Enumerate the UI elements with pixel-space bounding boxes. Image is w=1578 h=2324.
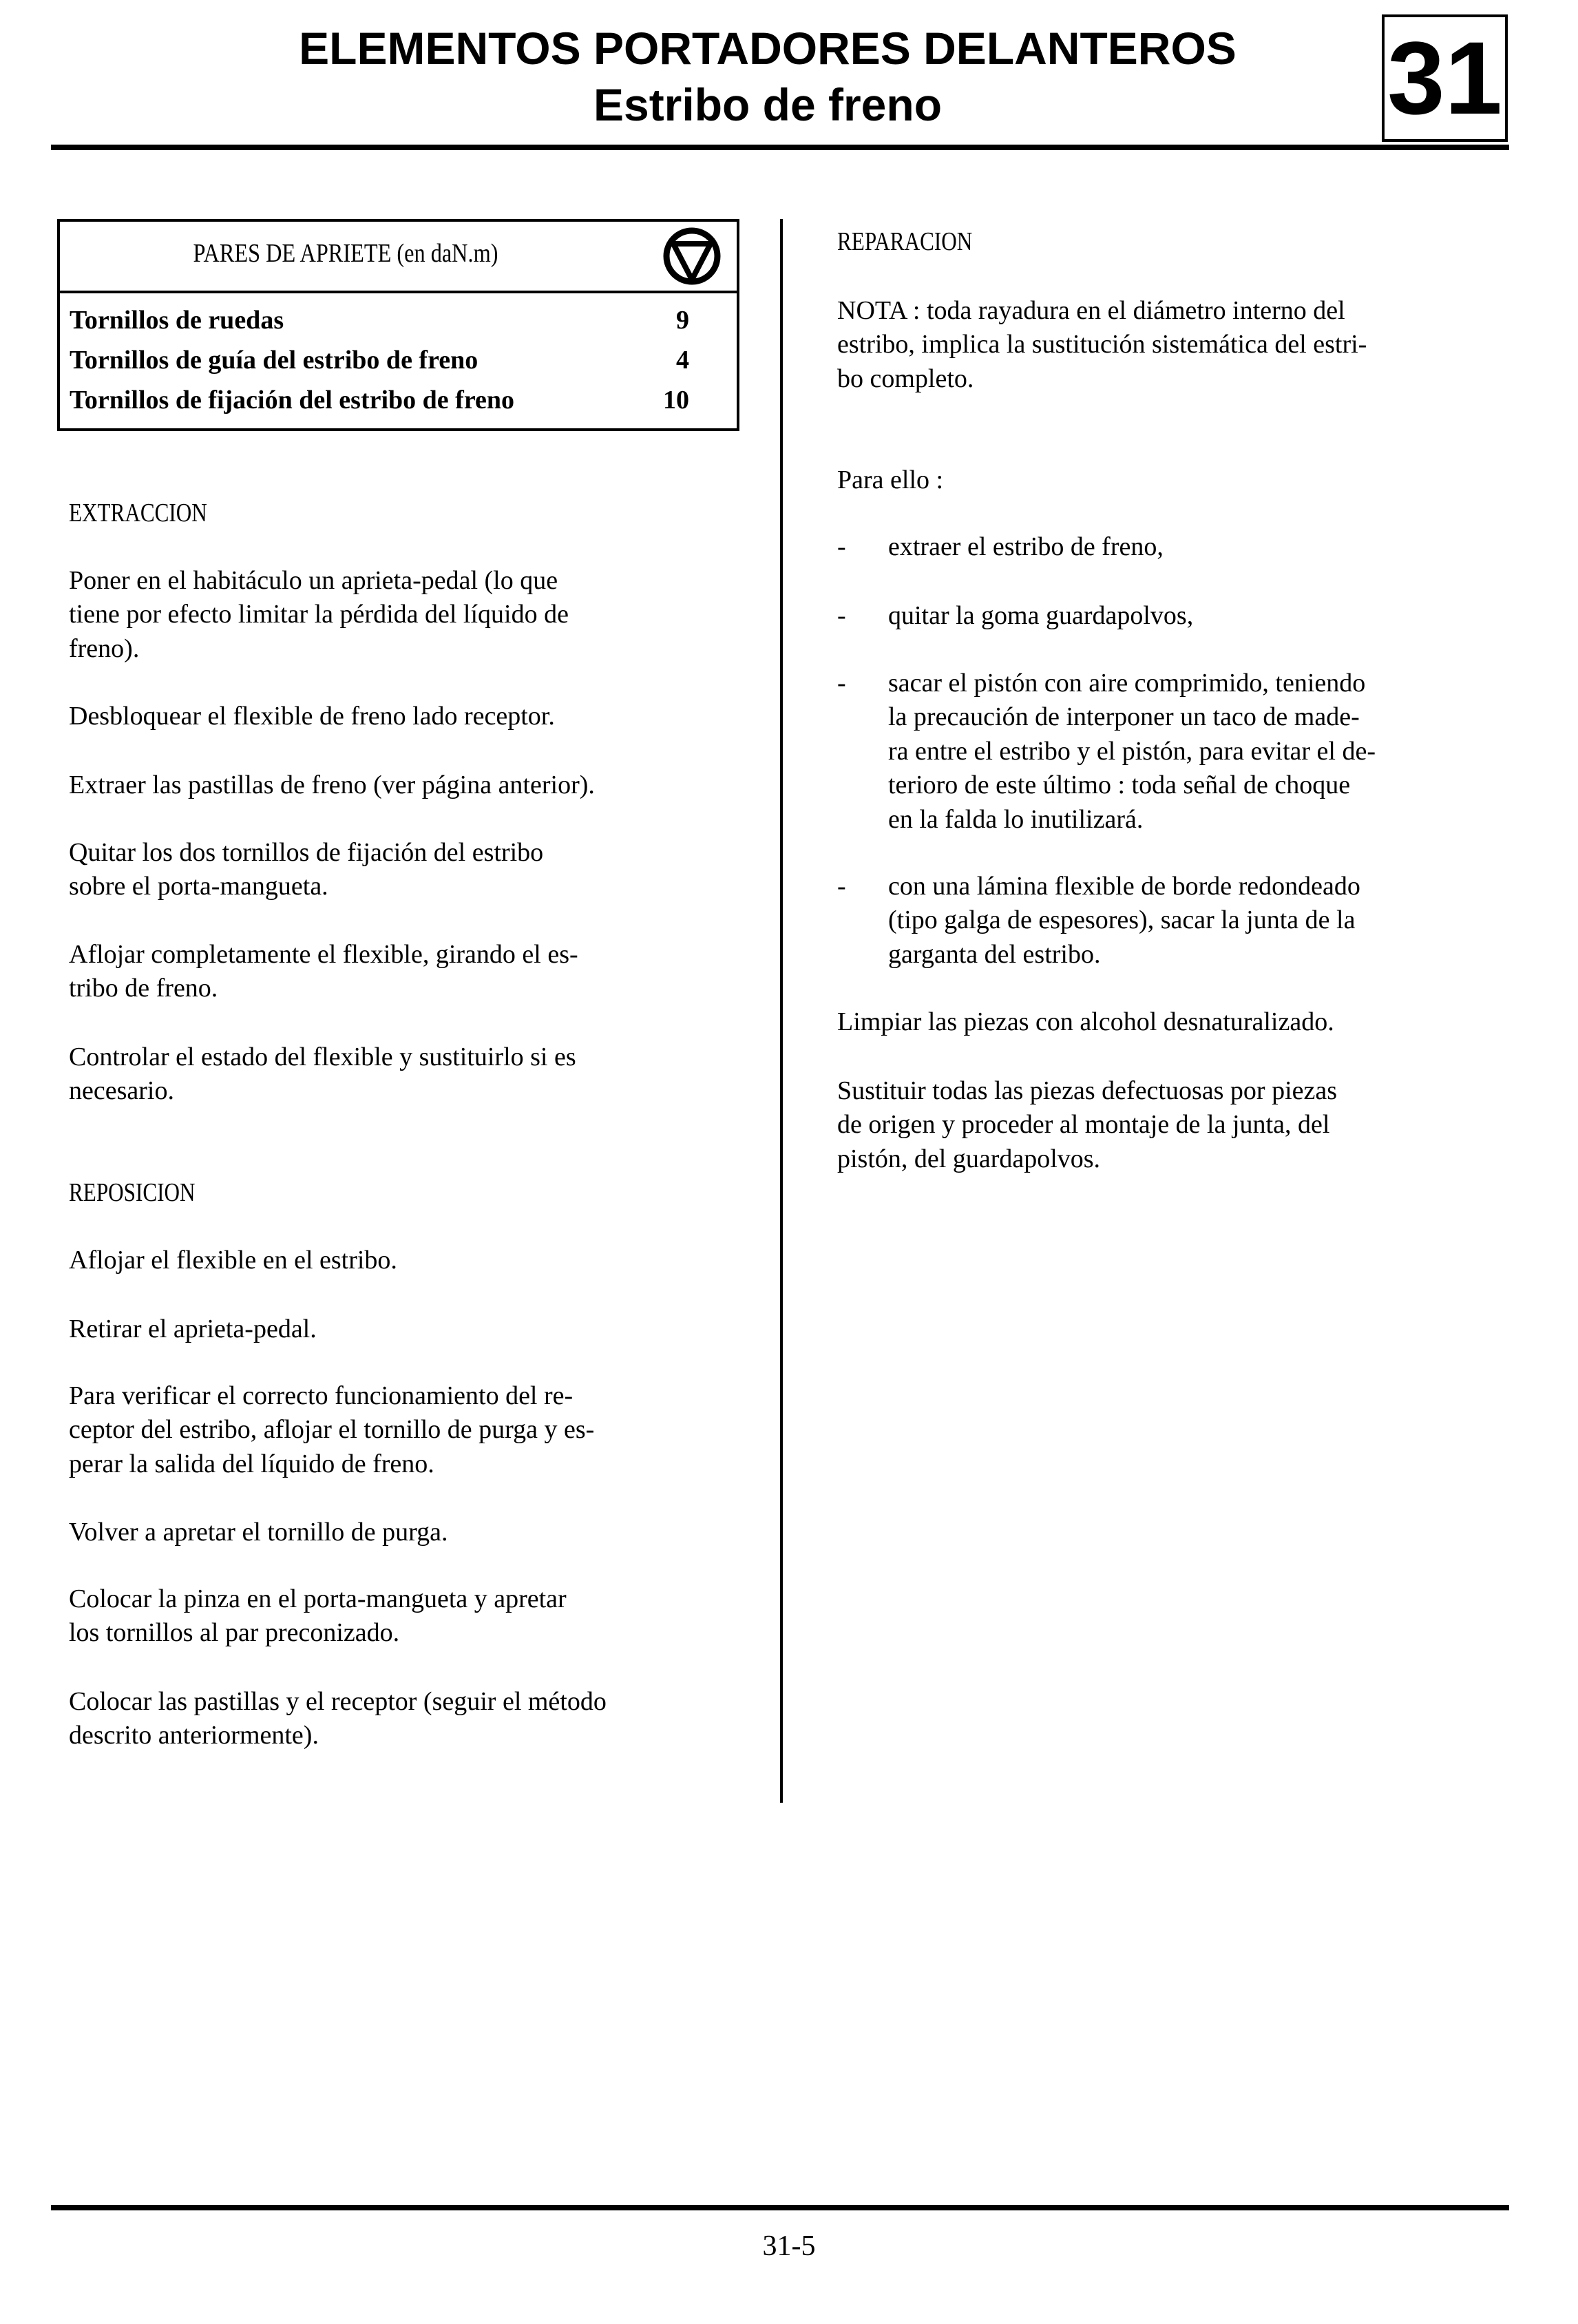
text-line: Quitar los dos tornillos de fijación del estribo [69,838,544,867]
text-line: Sustituir todas las piezas defectuosas por piezas [837,1076,1338,1105]
text-line: (tipo galga de espesores), sacar la junta de la [888,905,1356,935]
text-line: Retirar el aprieta-pedal. [69,1315,317,1343]
torque-table [57,219,739,431]
text-line: con una lámina flexible de borde redondeado [888,872,1360,901]
paragraph [69,564,730,666]
text-line: la precaución de interponer un taco de made- [888,702,1360,732]
text-line: sacar el pistón con aire comprimido, teniendo [888,669,1366,698]
text-line: necesario. [69,1076,174,1106]
section-heading [837,225,1379,259]
paragraph [69,938,730,1006]
text-line: REPOSICION [69,1178,196,1207]
text-line: Para ello : [837,465,944,494]
bullet-item [837,667,1549,837]
text-line: ra entre el estribo y el pistón, para evitar el de- [888,736,1376,766]
torque-table-header [60,222,737,293]
section-heading [69,496,611,530]
text-line: NOTA : toda rayadura en el diámetro interno del [837,296,1345,325]
torque-row [70,383,689,417]
paragraph [69,1312,730,1346]
torque-row [70,343,689,377]
bullet-marker: - [837,669,846,698]
bullet-item [837,599,1549,633]
paragraph [837,294,1498,396]
text-line: estribo, implica la sustitución sistemática del estri- [837,330,1367,359]
paragraph [69,1685,730,1753]
text-line: Aflojar el flexible en el estribo. [69,1246,397,1275]
text-line: garganta del estribo. [888,939,1101,969]
text-line: descrito anteriormente). [69,1721,319,1750]
chapter-number-box: 31 [1382,14,1508,142]
text-line: bo completo. [837,364,974,393]
text-line: Limpiar las piezas con alcohol desnaturalizado. [837,1007,1334,1036]
paragraph [837,1005,1498,1039]
bullet-item [837,530,1549,564]
text-line: tiene por efecto limitar la pérdida del líquido de [69,600,569,629]
torque-label: Tornillos de fijación del estribo de freno [70,386,514,415]
text-line: terioro de este último : toda señal de choque [888,771,1351,800]
torque-value: 9 [676,306,689,335]
torque-value: 10 [663,386,689,415]
page-subtitle: Estribo de freno [593,79,943,130]
text-line: Colocar las pastillas y el receptor (seguir el método [69,1687,607,1716]
footer-rule [51,2205,1509,2210]
text-line: EXTRACCION [69,499,207,527]
text-line: en la falda lo inutilizará. [888,804,1144,834]
text-line: REPARACION [837,227,973,256]
text-line: perar la salida del líquido de freno. [69,1449,434,1478]
page-number: 31-5 [762,2230,816,2262]
paragraph [837,463,1498,497]
paragraph [69,700,730,733]
paragraph [837,1074,1498,1176]
torque-label: Tornillos de guía del estribo de freno [70,346,478,375]
torque-row [70,303,689,337]
paragraph [69,1516,730,1549]
paragraph [69,1244,730,1277]
paragraph [69,1582,730,1651]
text-line: los tornillos al par preconizado. [69,1618,400,1648]
torque-value: 4 [676,346,689,375]
text-line: Desbloquear el flexible de freno lado receptor. [69,702,555,731]
text-line: ceptor del estribo, aflojar el tornillo de purga y es- [69,1415,595,1445]
text-line: Extraer las pastillas de freno (ver página anterior). [69,771,595,799]
text-line: Poner en el habitáculo un aprieta-pedal (lo que [69,566,558,595]
bullet-marker: - [837,872,846,901]
torque-label: Tornillos de ruedas [70,306,284,335]
section-heading [69,1176,611,1210]
page-title: ELEMENTOS PORTADORES DELANTEROS [299,23,1237,74]
bullet-marker: - [837,532,846,561]
text-line: Aflojar completamente el flexible, girando el es- [69,940,578,969]
header-rule [51,145,1509,150]
paragraph [69,836,730,904]
bullet-marker: - [837,601,846,630]
paragraph [69,1040,730,1109]
text-line: de origen y proceder al montaje de la junta, del [837,1110,1330,1140]
text-line: Colocar la pinza en el porta-mangueta y apretar [69,1584,567,1613]
text-line: Volver a apretar el tornillo de purga. [69,1518,448,1547]
paragraph [69,768,730,802]
text-line: freno). [69,634,140,663]
text-line: extraer el estribo de freno, [888,532,1164,561]
bullet-item [837,870,1549,972]
text-line: pistón, del guardapolvos. [837,1144,1101,1173]
text-line: Controlar el estado del flexible y sustituirlo si es [69,1043,576,1071]
text-line: quitar la goma guardapolvos, [888,601,1194,630]
torque-table-title: PARES DE APRIETE (en daN.m) [193,239,498,268]
paragraph [69,1379,730,1481]
torque-wrench-icon [662,224,722,288]
text-line: tribo de freno. [69,974,218,1003]
text-line: sobre el porta-mangueta. [69,872,328,901]
text-line: Para verificar el correcto funcionamiento del re- [69,1381,574,1410]
column-divider [780,219,783,1803]
